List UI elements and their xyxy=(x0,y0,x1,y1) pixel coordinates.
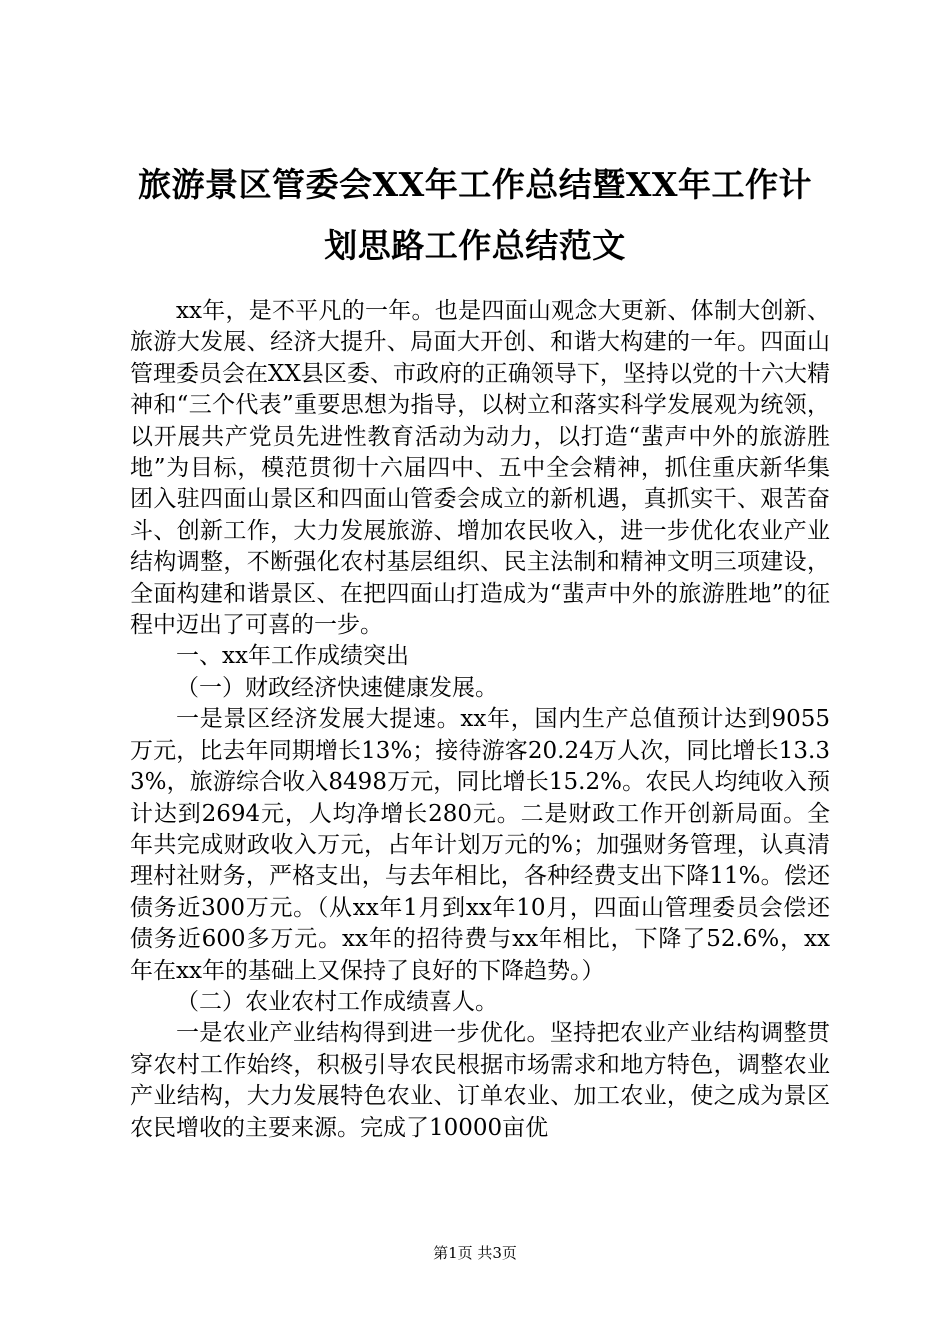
paragraph-intro: xx年，是不平凡的一年。也是四面山观念大更新、体制大创新、旅游大发展、经济大提升、局面大开创、和谐大构建的一年。四面山管理委员会在XX县区委、市政府的正确领导下，坚持以党的十六大精神和“三个代表”重要思想为指导，以树立和落实科学发展观为统领，以开展共产党员先进性教育活动为动力，以打造“蜚声中外的旅游胜地”为目标，模范贯彻十六届四中、五中全会精神，抓住重庆新华集团入驻四面山景区和四面山管委会成立的新机遇，真抓实干、艰苦奋斗、创新工作，大力发展旅游、增加农民收入，进一步优化农业产业结构调整，不断强化农村基层组织、民主法制和精神文明三项建设，全面构建和谐景区、在把四面山打造成为“蜚声中外的旅游胜地”的征程中迈出了可喜的一步。 xyxy=(130,298,830,639)
paragraph-agriculture: 一是农业产业结构得到进一步优化。坚持把农业产业结构调整贯穿农村工作始终，积极引导农民根据市场需求和地方特色，调整农业产业结构，大力发展特色农业、订单农业、加工农业，使之成为景区农民增收的主要来源。完成了10000亩优 xyxy=(130,1020,830,1141)
heading-section-1: 一、xx年工作成绩突出 xyxy=(176,643,409,670)
page-footer: 第1页 共3页 xyxy=(433,1244,517,1262)
heading-subsection-2: （二）农业农村工作成绩喜人。 xyxy=(176,988,498,1015)
document-title-line-1: 旅游景区管委会XX年工作总结暨XX年工作计 xyxy=(138,165,812,204)
document-title-line-2: 划思路工作总结范文 xyxy=(324,226,626,265)
paragraph-economy: 一是景区经济发展大提速。xx年，国内生产总值预计达到9055万元，比去年同期增长13%；接待游客20.24万人次，同比增长13.33%，旅游综合收入8498万元，同比增长15.2%。农民人均纯收入预计达到2694元，人均净增长280元。二是财政工作开创新局面。全年共完成财政收入万元，占年计划万元的%；加强财务管理，认真清理村社财务，严格支出，与去年相比，各种经费支出下降11%。偿还债务近300万元。（从xx年1月到xx年10月，四面山管理委员会偿还债务近600多万元。xx年的招待费与xx年相比，下降了52.6%，xx年在xx年的基础上又保持了良好的下降趋势。） xyxy=(130,706,830,984)
heading-subsection-1: （一）财政经济快速健康发展。 xyxy=(176,674,498,701)
document-body xyxy=(130,296,830,1144)
